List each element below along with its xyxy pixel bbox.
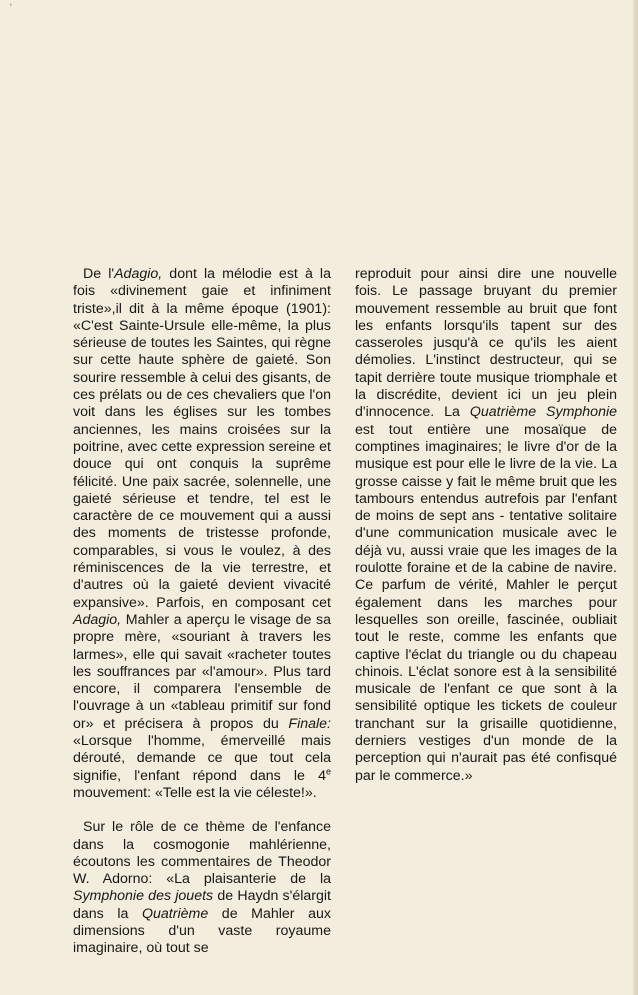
- right-column: [355, 266, 617, 785]
- text-run: est tout entière une mosaïque de comptines imaginaires; le livre d'or de la musique est pour elle le livre de la vie. La grosse caisse y fait le même bruit que les tambours entendus autrefois par l'enfant de moins de sept ans - tentative solitaire d'une communication musicale avec le déjà vu, aussi vraie que les images de la roulotte foraine et de la cabine de navire. Ce parfum de vérité, Mahler le perçut également dans les marches pour lesquelles son oreille, fascinée, oubliait tout le reste, comme les enfants que captive l'éclat du triangle ou du chapeau chinois. L'éclat sonore est à la sensibilité musicale de l'enfant ce que sont à la sensibilité optique les tickets de couleur tranchant sur la grisaille quotidienne, derniers vestiges d'un monde de la perception qui n'aurait pas été confisqué par le commerce.»: [355, 421, 617, 784]
- corner-mark: ': [10, 2, 12, 12]
- superscript-text: e: [325, 765, 331, 776]
- italic-text: Adagio,: [114, 266, 163, 282]
- left-column: [73, 266, 331, 958]
- paragraph-adorno: [73, 819, 331, 957]
- text-run: mouvement: «Telle est la vie céleste!».: [73, 784, 317, 801]
- italic-text: Finale:: [288, 715, 331, 732]
- text-run: Sur le rôle de ce thème de l'enfance dans la cosmogonie mahlérienne, écoutons les commentaires de Theodor W. Adorno: «La plaisanterie de la: [73, 819, 331, 888]
- italic-text: Adagio,: [73, 611, 122, 628]
- paragraph-adagio: [73, 266, 331, 802]
- text-run: de Mahler aux dimensions d'un vaste royaume imaginaire, où tout se: [73, 905, 331, 957]
- paragraph-adorno-continued: [355, 266, 617, 785]
- italic-text: Symphonie des jouets: [73, 888, 214, 905]
- page-edge: [633, 0, 638, 995]
- italic-text: Quatrième: [141, 905, 209, 922]
- text-run: reproduit pour ainsi dire une nouvelle fois. Le passage bruyant du premier mouvement ressemble au bruit que font les enfants lorsqu'ils tapent sur des casseroles jusqu'à ce qu'ils les aient démolies. L'instinct destructeur, qui se tapit derrière toute musique triomphale et la discrédite, devient ici un jeu plein d'innocence. La: [355, 266, 617, 421]
- text-run: de Haydn s'élargit dans la: [73, 888, 331, 922]
- text-run: De l': [83, 266, 115, 282]
- italic-text: Quatrième Symphonie: [469, 404, 617, 421]
- text-run: «Lorsque l'homme, émerveillé mais dérouté, demande ce que tout cela signifie, l'enfant répond dans le 4: [73, 733, 331, 784]
- text-run: Mahler a aperçu le visage de sa propre mère, «souriant à travers les larmes», elle qui savait «racheter toutes les souffrances par «l'amour». Plus tard encore, il comparera l'ensemble de l'ouvrage à un «tableau primitif sur fond or» et précisera à propos du: [73, 611, 331, 732]
- text-run: dont la mélodie est à la fois «divinement gaie et infiniment triste»,il dit à la même époque (1901): «C'est Sainte-Ursule elle-même, la plus sérieuse de toutes les Saintes, qui règne sur cette haute sphère de gaieté. Son sourire ressemble à celui des gisants, de ces prélats ou de ces chevaliers que l'on voit dans les églises sur les tombes anciennes, les mains croisées sur la poitrine, avec cette expression sereine et douce qui ont conquis la suprême félicité. Une paix sacrée, solennelle, une gaieté sérieuse et tendre, tel est le caractère de ce mouvement qui a aussi des moments de tristesse profonde, comparables, si vous le voulez, à des réminiscences de la vie terrestre, et d'autres où la gaieté devient vivacité expansive». Parfois, en composant cet: [73, 266, 331, 611]
